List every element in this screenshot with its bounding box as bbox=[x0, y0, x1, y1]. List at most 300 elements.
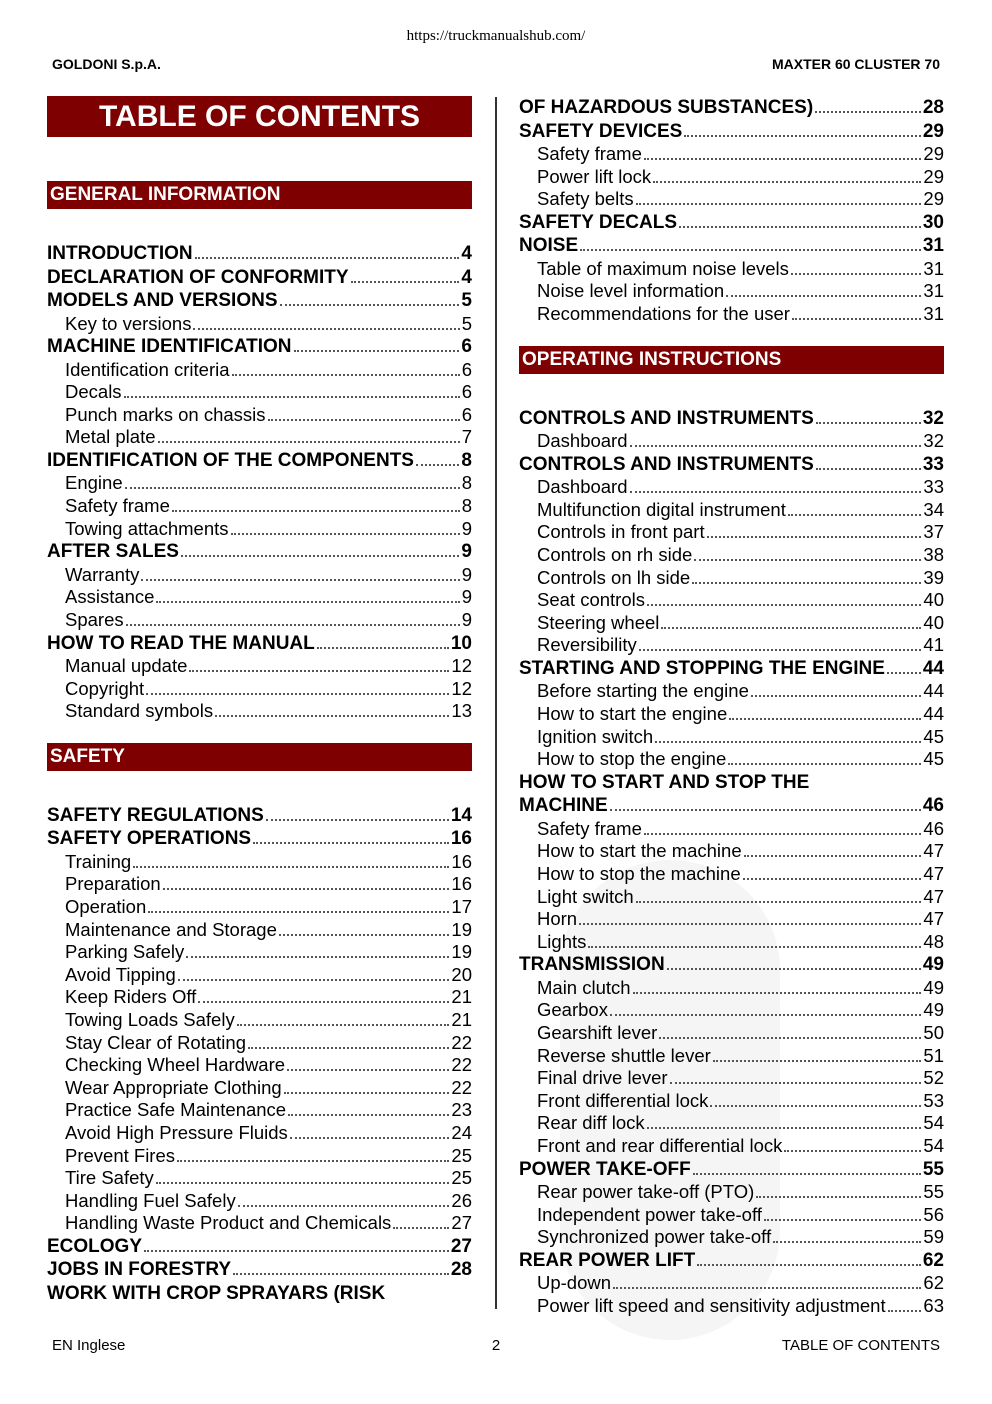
entry-title: Power lift speed and sensitivity adjustment bbox=[537, 1294, 886, 1316]
entry-title: Punch marks on chassis bbox=[65, 403, 266, 425]
dot-leader bbox=[393, 1227, 449, 1229]
toc-section-entry[interactable] bbox=[519, 521, 944, 544]
toc-section-entry[interactable] bbox=[519, 703, 944, 726]
toc-chapter-entry[interactable] bbox=[519, 120, 944, 144]
entry-title: Up-down bbox=[537, 1272, 612, 1294]
toc-section-entry[interactable] bbox=[47, 426, 472, 449]
toc-chapter-entry[interactable] bbox=[47, 632, 472, 656]
toc-section-entry[interactable] bbox=[519, 886, 944, 909]
toc-chapter-entry[interactable] bbox=[47, 540, 472, 564]
toc-section-entry[interactable] bbox=[519, 544, 944, 567]
entry-page-number: 59 bbox=[923, 1226, 944, 1248]
entry-title: Assistance bbox=[65, 586, 155, 608]
entry-page-number: 55 bbox=[922, 1158, 944, 1180]
section-gap bbox=[47, 723, 472, 743]
dot-leader bbox=[231, 533, 460, 535]
dot-leader bbox=[613, 1287, 921, 1289]
header-model: MAXTER 60 CLUSTER 70 bbox=[771, 56, 940, 72]
dot-leader bbox=[163, 888, 450, 890]
entry-title: Keep Riders Off bbox=[65, 986, 197, 1008]
entry-page-number: 51 bbox=[923, 1044, 944, 1066]
entry-page-number: 4 bbox=[461, 243, 472, 264]
toc-chapter-entry[interactable] bbox=[47, 335, 472, 359]
section-heading: OPERATING INSTRUCTIONS bbox=[519, 346, 944, 374]
toc-chapter-entry[interactable] bbox=[519, 1249, 944, 1273]
entry-page-number: 19 bbox=[451, 918, 472, 940]
toc-section-entry[interactable] bbox=[519, 589, 944, 612]
entry-title: Key to versions bbox=[65, 312, 192, 334]
toc-chapter-entry[interactable] bbox=[47, 804, 472, 828]
entry-page-number: 38 bbox=[923, 543, 944, 565]
entry-title: Controls on rh side bbox=[537, 543, 693, 565]
dot-leader bbox=[416, 464, 459, 466]
entry-title: Front and rear differential lock bbox=[537, 1135, 783, 1156]
entry-title: Identification criteria bbox=[65, 358, 230, 380]
toc-chapter-entry[interactable] bbox=[519, 453, 944, 477]
toc-section-entry[interactable] bbox=[47, 518, 472, 541]
entry-title: Handling Fuel Safely bbox=[65, 1189, 236, 1211]
toc-section-entry[interactable] bbox=[47, 941, 472, 964]
entry-page-number: 22 bbox=[451, 1054, 472, 1076]
dot-leader bbox=[639, 649, 922, 651]
entry-title: Light switch bbox=[537, 885, 634, 907]
entry-title: Stay Clear of Rotating bbox=[65, 1031, 246, 1053]
dot-leader bbox=[644, 158, 922, 160]
toc-section-entry[interactable] bbox=[519, 567, 944, 590]
dot-leader bbox=[684, 135, 921, 137]
dot-leader bbox=[237, 1024, 450, 1026]
entry-page-number: 5 bbox=[461, 312, 472, 334]
entry-title: Wear Appropriate Clothing bbox=[65, 1076, 282, 1098]
dot-leader bbox=[279, 934, 450, 936]
toc-section-entry[interactable] bbox=[519, 1067, 944, 1090]
entry-title: HOW TO READ THE MANUAL bbox=[47, 632, 315, 654]
dot-leader bbox=[744, 855, 922, 857]
entry-page-number: 31 bbox=[922, 235, 944, 257]
entry-title: Decals bbox=[65, 381, 122, 403]
toc-section-entry[interactable] bbox=[519, 1090, 944, 1113]
entry-title: Operation bbox=[65, 896, 147, 917]
entry-page-number: 8 bbox=[461, 449, 472, 471]
dot-leader bbox=[215, 715, 449, 717]
entry-title: JOBS IN FORESTRY bbox=[47, 1259, 232, 1281]
entry-title: Multifunction digital instrument bbox=[537, 498, 786, 520]
dot-leader bbox=[659, 1037, 921, 1039]
dot-leader bbox=[290, 1137, 450, 1139]
entry-page-number: 47 bbox=[923, 908, 944, 930]
toc-section-entry[interactable] bbox=[47, 404, 472, 427]
dot-leader bbox=[655, 741, 921, 743]
toc-section-entry[interactable] bbox=[519, 999, 944, 1022]
dot-leader bbox=[647, 604, 921, 606]
dot-leader bbox=[694, 559, 921, 561]
toc-section-entry[interactable] bbox=[47, 472, 472, 495]
entry-title: Front differential lock bbox=[537, 1089, 709, 1111]
entry-page-number: 16 bbox=[451, 850, 472, 872]
entry-page-number: 32 bbox=[922, 407, 944, 429]
toc-section-entry[interactable] bbox=[47, 655, 472, 678]
toc-section-entry[interactable] bbox=[519, 166, 944, 189]
toc-section-entry[interactable] bbox=[47, 851, 472, 874]
toc-section-entry[interactable] bbox=[47, 609, 472, 632]
entry-page-number: 46 bbox=[922, 795, 944, 817]
entry-title: Main clutch bbox=[537, 976, 631, 998]
toc-section-entry[interactable] bbox=[519, 1112, 944, 1135]
dot-leader bbox=[232, 374, 460, 376]
toc-section-entry[interactable] bbox=[47, 1212, 472, 1235]
dot-leader bbox=[193, 328, 459, 330]
entry-title: Maintenance and Storage bbox=[65, 918, 277, 940]
dot-leader bbox=[751, 695, 922, 697]
entry-page-number: 47 bbox=[923, 862, 944, 884]
toc-section-entry[interactable] bbox=[47, 873, 472, 896]
entry-page-number: 8 bbox=[461, 495, 472, 517]
toc-section-entry[interactable] bbox=[519, 1226, 944, 1249]
entry-page-number: 29 bbox=[923, 165, 944, 187]
toc-chapter-entry[interactable] bbox=[519, 96, 944, 120]
entry-title: CONTROLS AND INSTRUMENTS bbox=[519, 453, 814, 475]
entry-page-number: 8 bbox=[461, 472, 472, 494]
dot-leader bbox=[670, 1082, 922, 1084]
dot-leader bbox=[630, 445, 922, 447]
entry-title: Independent power take-off bbox=[537, 1203, 762, 1225]
section-gap bbox=[519, 326, 944, 346]
entry-page-number: 44 bbox=[923, 680, 944, 702]
toc-chapter-entry[interactable] bbox=[47, 449, 472, 473]
dot-leader bbox=[697, 1264, 921, 1266]
toc-chapter-entry[interactable] bbox=[47, 827, 472, 851]
toc-section-entry[interactable] bbox=[47, 1077, 472, 1100]
toc-chapter-entry[interactable] bbox=[519, 794, 944, 818]
entry-page-number: 12 bbox=[451, 655, 472, 677]
toc-section-entry[interactable] bbox=[519, 1272, 944, 1295]
entry-title: DECLARATION OF CONFORMITY bbox=[47, 266, 349, 288]
dot-leader bbox=[133, 866, 449, 868]
entry-title: Handling Waste Product and Chemicals bbox=[65, 1212, 392, 1234]
entry-title: Towing attachments bbox=[65, 517, 229, 539]
entry-title: MACHINE bbox=[519, 795, 608, 817]
entry-title: Safety belts bbox=[537, 188, 634, 210]
dot-leader bbox=[710, 1105, 921, 1107]
toc-chapter-entry[interactable] bbox=[519, 1158, 944, 1182]
page-title: TABLE OF CONTENTS bbox=[47, 96, 472, 137]
entry-page-number: 54 bbox=[923, 1112, 944, 1134]
toc-section-entry[interactable] bbox=[519, 634, 944, 657]
entry-title: Synchronized power take-off bbox=[537, 1226, 772, 1248]
toc-section-entry[interactable] bbox=[47, 564, 472, 587]
entry-title: Final drive lever bbox=[537, 1067, 668, 1089]
toc-chapter-entry[interactable] bbox=[47, 1282, 472, 1306]
toc-section-entry[interactable] bbox=[47, 586, 472, 609]
dot-leader bbox=[141, 579, 459, 581]
toc-section-entry[interactable] bbox=[519, 977, 944, 1000]
entry-page-number: 14 bbox=[450, 804, 472, 826]
toc-section-entry[interactable] bbox=[519, 1022, 944, 1045]
footer-language: EN Inglese bbox=[52, 1337, 126, 1354]
toc-section-entry[interactable] bbox=[47, 381, 472, 404]
dot-leader bbox=[280, 304, 460, 306]
entry-title: Rear diff lock bbox=[537, 1112, 645, 1134]
toc-section-entry[interactable] bbox=[519, 726, 944, 749]
entry-page-number: 63 bbox=[923, 1294, 944, 1316]
toc-chapter-entry[interactable] bbox=[519, 657, 944, 681]
entry-title: Avoid High Pressure Fluids bbox=[65, 1121, 288, 1143]
toc-section-entry[interactable] bbox=[519, 818, 944, 841]
dot-leader bbox=[788, 514, 922, 516]
section-heading: SAFETY bbox=[47, 743, 472, 771]
entry-page-number: 49 bbox=[923, 999, 944, 1021]
toc-section-entry[interactable] bbox=[519, 612, 944, 635]
toc-section-entry[interactable] bbox=[519, 680, 944, 703]
dot-leader bbox=[156, 1182, 450, 1184]
toc-chapter-entry[interactable] bbox=[519, 211, 944, 235]
dot-leader bbox=[728, 763, 921, 765]
toc-chapter-entry[interactable] bbox=[519, 771, 944, 795]
dot-leader bbox=[177, 1160, 449, 1162]
entry-title: Reverse shuttle lever bbox=[537, 1044, 711, 1066]
dot-leader bbox=[580, 249, 921, 251]
dot-leader bbox=[743, 878, 922, 880]
toc-section-entry[interactable] bbox=[519, 1295, 944, 1318]
entry-title: TRANSMISSION bbox=[519, 954, 665, 976]
entry-title: HOW TO START AND STOP THE bbox=[519, 771, 810, 793]
toc-section-entry[interactable] bbox=[519, 476, 944, 499]
toc-section-entry[interactable] bbox=[519, 1181, 944, 1204]
entry-page-number: 19 bbox=[451, 941, 472, 963]
toc-section-entry[interactable] bbox=[519, 303, 944, 326]
entry-title: Avoid Tipping bbox=[65, 963, 176, 985]
entry-page-number: 10 bbox=[450, 632, 472, 654]
entry-page-number: 27 bbox=[450, 1235, 472, 1257]
toc-section-entry[interactable] bbox=[47, 1032, 472, 1055]
dot-leader bbox=[156, 601, 459, 603]
dot-leader bbox=[125, 487, 460, 489]
toc-section-entry[interactable] bbox=[519, 863, 944, 886]
toc-chapter-entry[interactable] bbox=[47, 1258, 472, 1282]
dot-leader bbox=[773, 1241, 921, 1243]
dot-leader bbox=[186, 956, 449, 958]
dot-leader bbox=[679, 226, 921, 228]
toc-chapter-entry[interactable] bbox=[47, 266, 472, 290]
entry-title: WORK WITH CROP SPRAYARS (RISK bbox=[47, 1282, 386, 1304]
entry-page-number: 55 bbox=[923, 1181, 944, 1203]
toc-section-entry[interactable] bbox=[47, 1190, 472, 1213]
entry-page-number: 21 bbox=[451, 1008, 472, 1030]
toc-section-entry[interactable] bbox=[519, 931, 944, 954]
toc-chapter-entry[interactable] bbox=[519, 407, 944, 431]
dot-leader bbox=[636, 901, 922, 903]
dot-leader bbox=[633, 992, 922, 994]
entry-page-number: 29 bbox=[922, 120, 944, 142]
dot-leader bbox=[791, 273, 922, 275]
entry-page-number: 13 bbox=[451, 700, 472, 722]
entry-page-number: 23 bbox=[451, 1099, 472, 1121]
toc-section-entry[interactable] bbox=[519, 908, 944, 931]
toc-chapter-entry[interactable] bbox=[519, 234, 944, 258]
dot-leader bbox=[644, 833, 922, 835]
dot-leader bbox=[815, 111, 921, 113]
toc-chapter-entry[interactable] bbox=[47, 1235, 472, 1259]
entry-title: How to start the machine bbox=[537, 840, 742, 862]
entry-title: Prevent Fires bbox=[65, 1144, 176, 1166]
toc-section-entry[interactable] bbox=[47, 1145, 472, 1168]
entry-title: SAFETY OPERATIONS bbox=[47, 828, 252, 850]
entry-title: Noise level information bbox=[537, 280, 725, 302]
entry-page-number: 48 bbox=[923, 930, 944, 952]
toc-section-entry[interactable] bbox=[47, 359, 472, 382]
toc-section-entry[interactable] bbox=[47, 986, 472, 1009]
dot-leader bbox=[178, 979, 450, 981]
toc-section-entry[interactable] bbox=[47, 1167, 472, 1190]
dot-leader bbox=[287, 1069, 449, 1071]
entry-page-number: 9 bbox=[461, 541, 472, 563]
toc-section-entry[interactable] bbox=[519, 1135, 944, 1158]
entry-page-number: 56 bbox=[923, 1203, 944, 1225]
entry-page-number: 6 bbox=[461, 358, 472, 380]
entry-page-number: 32 bbox=[923, 430, 944, 452]
entry-page-number: 25 bbox=[451, 1144, 472, 1166]
dot-leader bbox=[792, 318, 921, 320]
entry-page-number: 49 bbox=[923, 976, 944, 998]
toc-section-entry[interactable] bbox=[47, 896, 472, 919]
dot-leader bbox=[588, 946, 921, 948]
entry-title: STARTING AND STOPPING THE ENGINE bbox=[519, 657, 885, 679]
entry-title: IDENTIFICATION OF THE COMPONENTS bbox=[47, 449, 414, 471]
dot-leader bbox=[198, 1001, 449, 1003]
entry-title: Steering wheel bbox=[537, 611, 660, 633]
dot-leader bbox=[636, 203, 922, 205]
entry-page-number: 26 bbox=[451, 1189, 472, 1211]
toc-section-entry[interactable] bbox=[519, 280, 944, 303]
entry-title: AFTER SALES bbox=[47, 541, 179, 563]
entry-page-number: 34 bbox=[923, 498, 944, 520]
toc-chapter-entry[interactable] bbox=[47, 242, 472, 266]
dot-leader bbox=[238, 1205, 450, 1207]
entry-page-number: 16 bbox=[451, 873, 472, 895]
entry-title: Safety frame bbox=[537, 817, 642, 839]
toc-section-entry[interactable] bbox=[519, 499, 944, 522]
dot-leader bbox=[124, 396, 460, 398]
toc-section-entry[interactable] bbox=[47, 1009, 472, 1032]
entry-page-number: 22 bbox=[451, 1031, 472, 1053]
entry-title: Horn bbox=[537, 908, 578, 930]
toc-section-entry[interactable] bbox=[519, 840, 944, 863]
entry-page-number: 9 bbox=[461, 517, 472, 539]
entry-title: How to stop the machine bbox=[537, 862, 741, 884]
entry-title: How to stop the engine bbox=[537, 748, 727, 770]
entry-page-number: 49 bbox=[922, 954, 944, 976]
entry-page-number: 6 bbox=[461, 381, 472, 403]
entry-title: Dashboard bbox=[537, 476, 628, 498]
dot-leader bbox=[233, 1273, 449, 1275]
entry-title: Copyright bbox=[65, 677, 145, 699]
dot-leader bbox=[888, 1310, 922, 1312]
entry-title: Spares bbox=[65, 608, 124, 630]
toc-section-entry[interactable] bbox=[47, 313, 472, 336]
entry-page-number: 44 bbox=[923, 703, 944, 724]
toc-section-entry[interactable] bbox=[47, 700, 472, 723]
dot-leader bbox=[653, 181, 921, 183]
dot-leader bbox=[692, 582, 921, 584]
toc-section-entry[interactable] bbox=[519, 748, 944, 771]
entry-title: Table of maximum noise levels bbox=[537, 257, 789, 279]
entry-page-number: 47 bbox=[923, 885, 944, 907]
header-company: GOLDONI S.p.A. bbox=[52, 56, 161, 72]
entry-page-number: 12 bbox=[451, 677, 472, 699]
entry-title: SAFETY DECALS bbox=[519, 211, 678, 233]
toc-section-entry[interactable] bbox=[47, 495, 472, 518]
entry-page-number: 20 bbox=[451, 963, 472, 985]
entry-title: Recommendations for the user bbox=[537, 302, 790, 324]
entry-page-number: 37 bbox=[923, 521, 944, 543]
toc-section-entry[interactable] bbox=[47, 678, 472, 701]
toc-section-entry[interactable] bbox=[47, 1122, 472, 1145]
entry-title: MACHINE IDENTIFICATION bbox=[47, 336, 292, 358]
toc-section-entry[interactable] bbox=[519, 430, 944, 453]
entry-title: Towing Loads Safely bbox=[65, 1008, 235, 1030]
entry-title: Manual update bbox=[65, 655, 188, 677]
entry-page-number: 29 bbox=[923, 143, 944, 164]
toc-section-entry[interactable] bbox=[47, 1099, 472, 1122]
entry-title: SAFETY REGULATIONS bbox=[47, 804, 264, 826]
toc-chapter-entry[interactable] bbox=[519, 953, 944, 977]
dot-leader bbox=[317, 647, 449, 649]
entry-page-number: 6 bbox=[461, 336, 472, 358]
dot-leader bbox=[816, 422, 921, 424]
entry-page-number: 62 bbox=[922, 1249, 944, 1271]
entry-title: How to start the engine bbox=[537, 703, 728, 724]
dot-leader bbox=[647, 1127, 922, 1129]
entry-title: Checking Wheel Hardware bbox=[65, 1054, 286, 1076]
toc-section-entry[interactable] bbox=[519, 1204, 944, 1227]
toc-section-entry[interactable] bbox=[519, 143, 944, 166]
entry-page-number: 7 bbox=[461, 426, 472, 448]
footer-section: TABLE OF CONTENTS bbox=[781, 1337, 940, 1354]
toc-section-entry[interactable] bbox=[47, 964, 472, 987]
dot-leader bbox=[146, 693, 449, 695]
entry-page-number: 31 bbox=[923, 302, 944, 324]
entry-page-number: 16 bbox=[450, 828, 472, 850]
toc-section-entry[interactable] bbox=[519, 258, 944, 281]
source-url[interactable]: https://truckmanualshub.com/ bbox=[406, 28, 586, 44]
dot-leader bbox=[816, 468, 921, 470]
entry-title: Controls in front part bbox=[537, 521, 705, 543]
dot-leader bbox=[284, 1092, 450, 1094]
entry-page-number: 45 bbox=[923, 748, 944, 770]
toc-section-entry[interactable] bbox=[519, 1045, 944, 1068]
toc-section-entry[interactable] bbox=[47, 1054, 472, 1077]
dot-leader bbox=[661, 627, 921, 629]
entry-page-number: 45 bbox=[923, 725, 944, 747]
dot-leader bbox=[887, 672, 921, 674]
dot-leader bbox=[610, 809, 921, 811]
entry-page-number: 53 bbox=[923, 1089, 944, 1111]
entry-page-number: 17 bbox=[451, 896, 472, 917]
entry-title: Engine bbox=[65, 472, 123, 494]
entry-page-number: 9 bbox=[461, 608, 472, 630]
left-column bbox=[47, 181, 472, 1305]
toc-section-entry[interactable] bbox=[47, 919, 472, 942]
toc-chapter-entry[interactable] bbox=[47, 289, 472, 313]
entry-page-number: 5 bbox=[461, 290, 472, 311]
entry-title: NOISE bbox=[519, 235, 579, 257]
entry-page-number: 40 bbox=[923, 589, 944, 611]
toc-section-entry[interactable] bbox=[519, 188, 944, 211]
entry-page-number: 21 bbox=[451, 986, 472, 1008]
dot-leader bbox=[784, 1150, 921, 1152]
dot-leader bbox=[294, 350, 460, 352]
entry-title: Lights bbox=[537, 930, 587, 952]
